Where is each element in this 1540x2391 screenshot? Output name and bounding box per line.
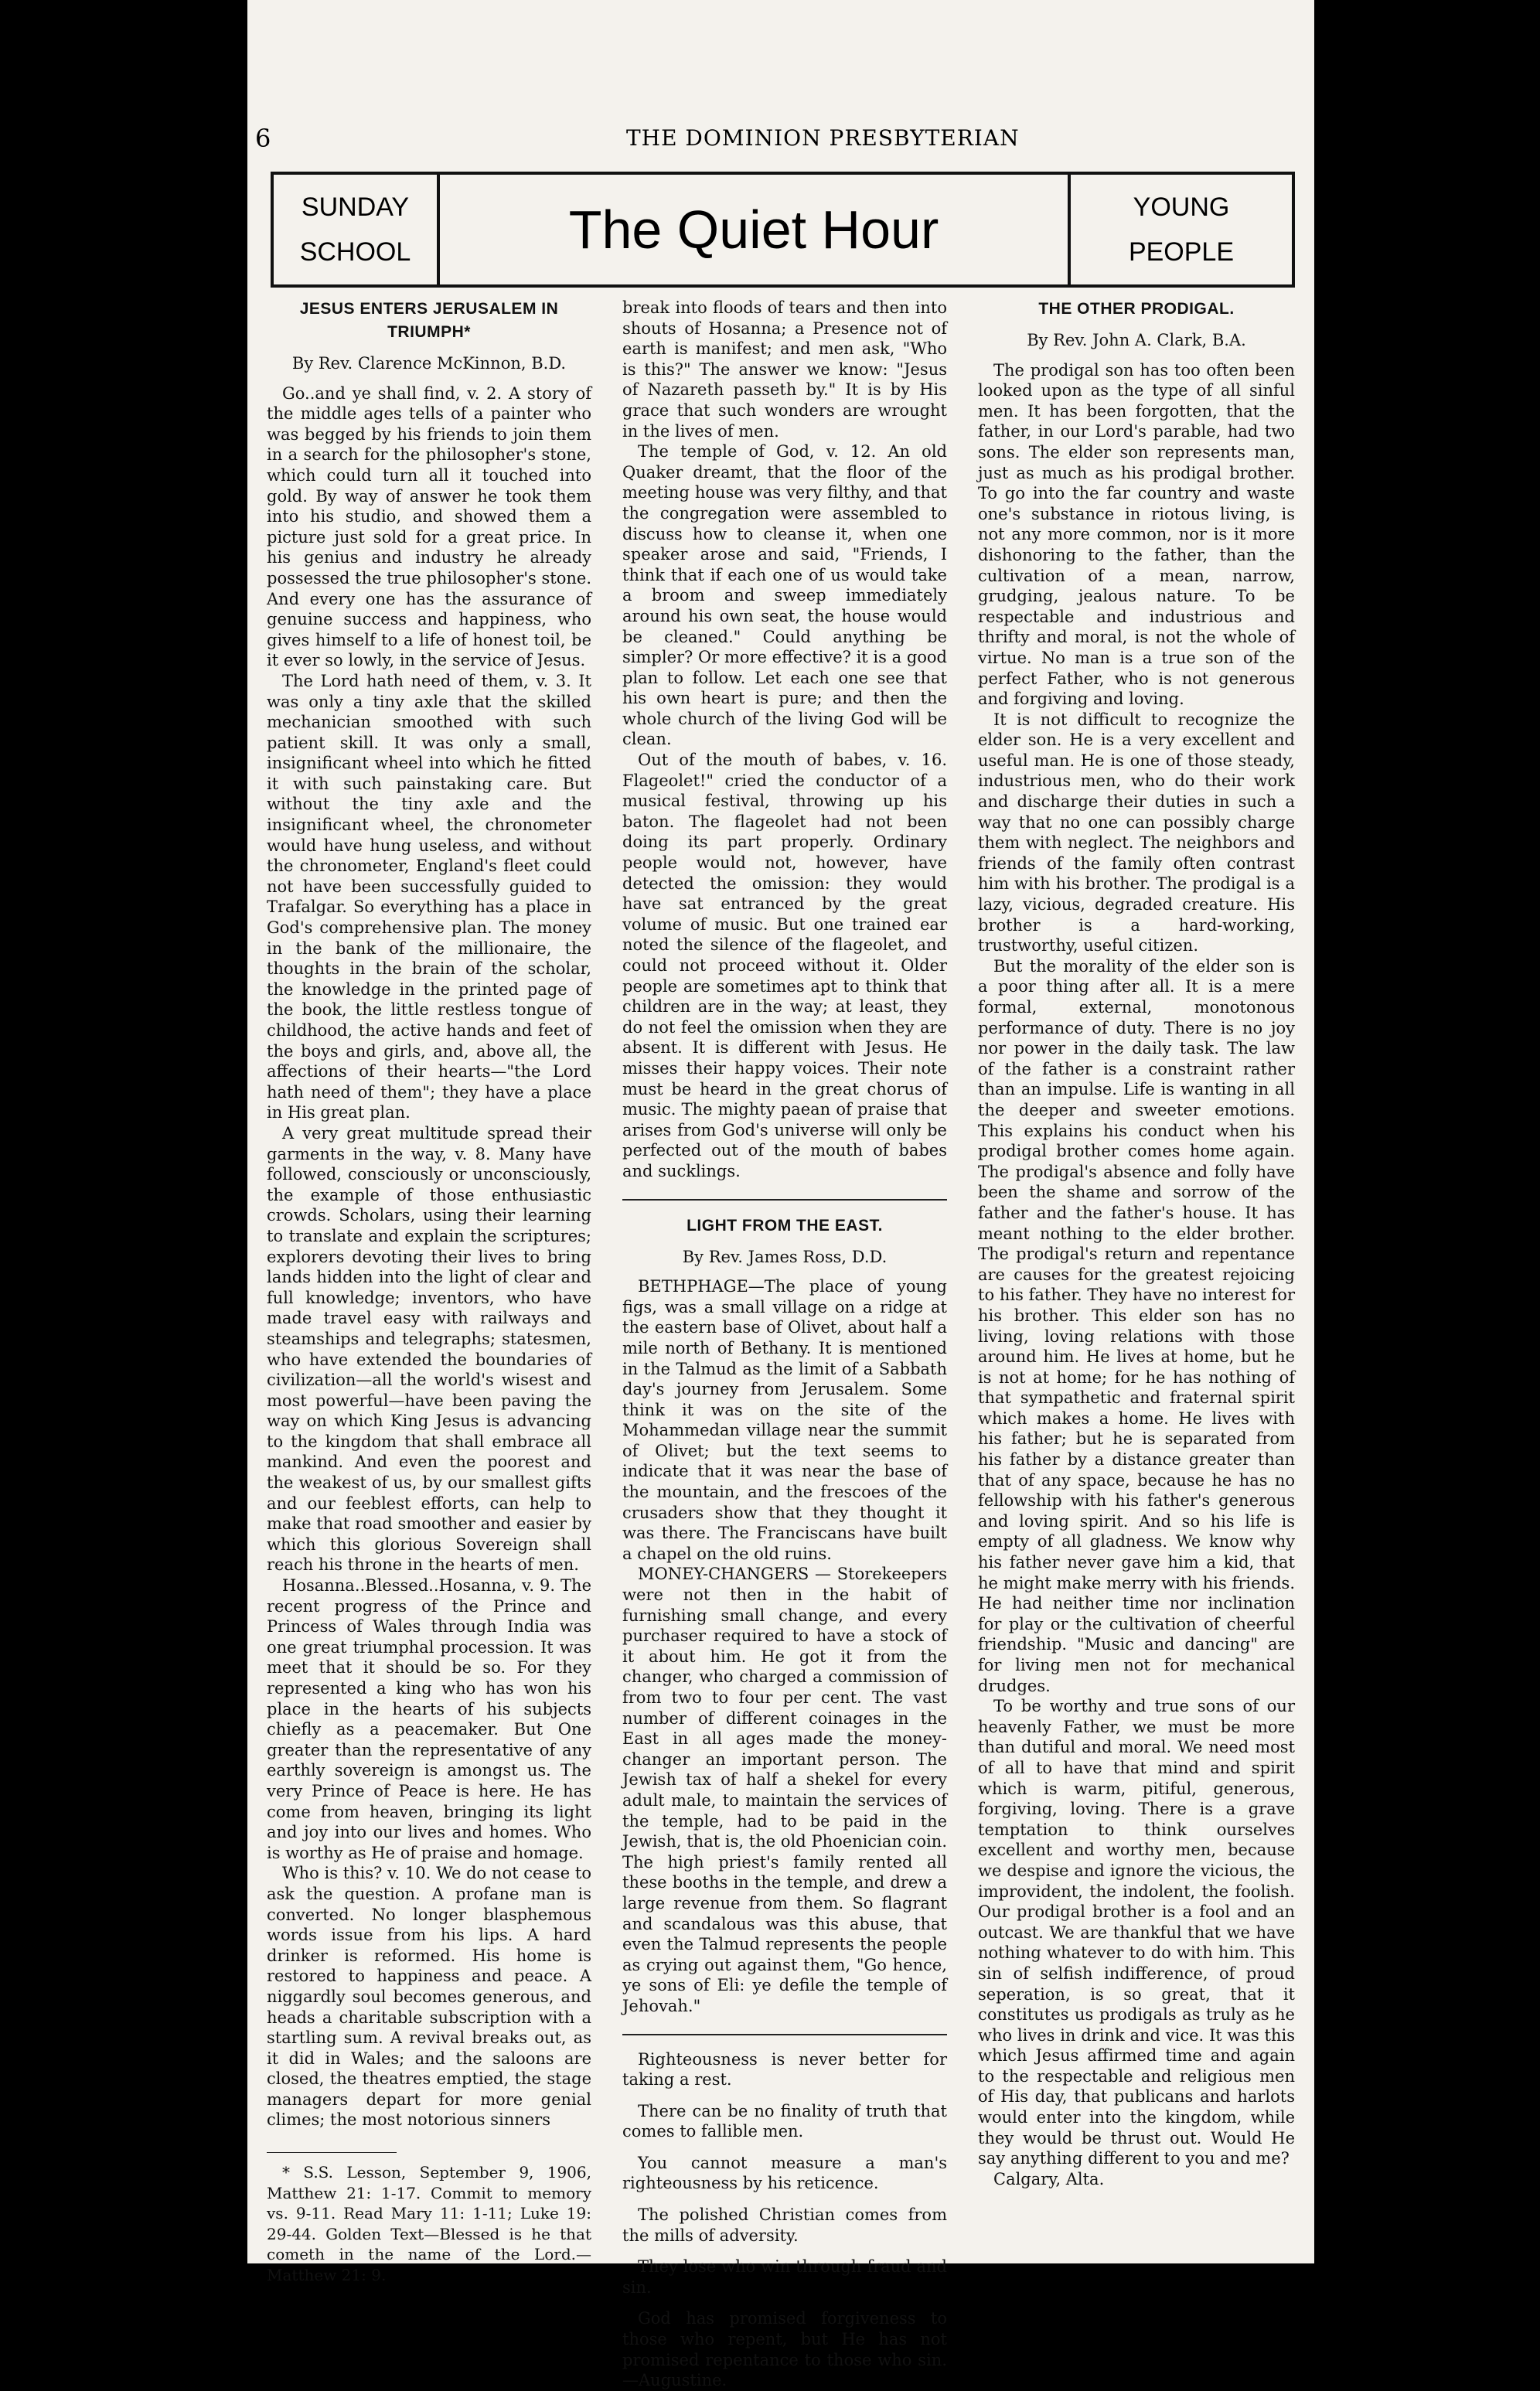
aphorism: The polished Christian comes from the mills of adversity.	[622, 2205, 947, 2245]
paragraph: Hosanna..Blessed..Hosanna, v. 9. The recent progress of the Prince and Princess of Wales through India was one great triumphal procession. It was meet that it should be so. For they represented a king who has won his place in the hearts of his subjects chiefly as a peacemaker. But One greater than the representative of any earthly sovereign is amongst us. The very Prince of Peace is here. He has come from heaven, bringing its light and joy into our lives and homes. Who is worthy as He of praise and homage.	[267, 1576, 591, 1862]
article-title: JESUS ENTERS JERUSALEM IN TRIUMPH*	[299, 300, 559, 341]
article-byline: By Rev. Clarence McKinnon, B.D.	[291, 354, 567, 373]
paragraph: break into floods of tears and then into shouts of Hosanna; a Presence not of earth is manifest; and men ask, "Who is this?" The answer we know: "Jesus of Nazareth passeth by." It is by His grace that such wonders are wrought in the lives of men.	[622, 298, 947, 441]
paragraph: It is not difficult to recognize the elder son. He is a very excellent and useful man. He is one of those steady, industrious men, who do their work and discharge their duties in such a way that no one can possibly charge them with neglect. The neighbors and friends of the family often contrast him with his brother. The prodigal is a lazy, vicious, degraded creature. His brother is a hard-working, trustworthy, useful citizen.	[978, 710, 1295, 955]
paragraph: The temple of God, v. 12. An old Quaker dreamt, that the floor of the meeting house was very filthy, and that the congregation were assembled to discuss how to cleanse it, when one speaker arose and said, "Friends, I think that if each one of us would take a broom and sweep immediately around his own seat, the house would be cleaned." Could anything be simpler? Or more effective? it is a good plan to follow. Let each one see that his own heart is pure; and then the whole church of the living God will be clean.	[622, 442, 947, 749]
paragraph: Who is this? v. 10. We do not cease to ask the question. A profane man is converted. No longer blasphemous words issue from his lips. A hard drinker is reformed. His home is restored to happiness and peace. A niggardly soul becomes generous, and heads a charitable subscription with a startling sum. A revival breaks out, as it did in Wales; and the saloons are closed, the theatres emptied, the stage managers depart for more genial climes; the most notorious sinners	[267, 1864, 591, 2130]
article-title: THE OTHER PRODIGAL.	[1038, 300, 1235, 318]
section-divider	[622, 1199, 947, 1201]
banner-right-line2: PEOPLE	[1128, 237, 1235, 267]
paragraph: To be worthy and true sons of our heavenly Father, we must be more than dutiful and moral. We need most of all to have that mind and spirit which is warm, pitiful, generous, forgiving, loving. There is a grave temptation to think ourselves excellent and worthy men, because we despise and ignore the vicious, the improvident, the indolent, the foolish. Our prodigal brother is a fool and an outcast. We are thankful that we have nothing whatever to do with him. This sin of selfish indifference, of proud seperation, is so great, that it constitutes us prodigals as truly as he who lives in drink and vice. It was this which Jesus affirmed time and again to the respectable and religious men of His day, that publicans and harlots would enter into the kingdom, while they would be thrust out. Would He say anything different to you and me?	[978, 1697, 1295, 2168]
aphorism: You cannot measure a man's righteousness by his reticence.	[622, 2153, 947, 2193]
article-signoff: Calgary, Alta.	[993, 2169, 1105, 2188]
page-number: 6	[255, 124, 271, 153]
article-title: LIGHT FROM THE EAST.	[687, 1216, 883, 1235]
column-1	[267, 298, 591, 2286]
paragraph: The Lord hath need of them, v. 3. It was only a tiny axle that the skilled mechanician smoothed with such patient skill. It was only a small, insignificant wheel into which he fitted it with such painstaking care. But without the tiny axle and the insignificant wheel, the chronometer would have hung useless, and without the chronometer, England's fleet could not have been successfully guided to Trafalgar. So everything has a place in God's comprehensive plan. The money in the bank of the millionaire, the thoughts in the brain of the scholar, the knowledge in the printed page of the book, the little restless tongue of childhood, the active hands and feet of the boys and girls, and, above all, the affections of their hearts—"the Lord hath need of them"; they have a place in His great plan.	[267, 671, 591, 1122]
aphorism: There can be no finality of truth that comes to fallible men.	[622, 2101, 947, 2141]
paragraph: A very great multitude spread their garments in the way, v. 8. Many have followed, consciously or unconsciously, the example of those enthusiastic crowds. Scholars, using their learning to translate and explain the scriptures; explorers devoting their lives to bring lands hidden into the light of clear and full knowledge; inventors, who have made travel easy with railways and steamships and telegraphs; statesmen, who have extended the boundaries of civilization—all the world's wisest and most powerful—have been paving the way on which King Jesus is advancing to the kingdom that shall embrace all mankind. And even the poorest and the weakest of us, by our smallest gifts and our feeblest efforts, can help to make that road smoother and easier by which this glorious Sovereign shall reach his throne in the hearts of men.	[267, 1123, 591, 1575]
column-2	[622, 298, 947, 2391]
banner-left-line2: SCHOOL	[299, 237, 411, 267]
newspaper-page	[247, 0, 1314, 2390]
banner-right-line1: YOUNG	[1133, 192, 1230, 222]
banner-young-people	[1068, 175, 1292, 284]
aphorism: God has promised forgiveness to those who repent, but He has not promised repentance to those who sin.—Augustine.	[622, 2309, 947, 2390]
banner-sunday-school	[274, 175, 440, 284]
column-3	[978, 298, 1295, 2189]
paragraph: Out of the mouth of babes, v. 16. Flageolet!" cried the conductor of a musical festival, throwing up his baton. The flageolet had not been doing its part properly. Ordinary people would not, however, have detected the omission: they would have sat entranced by the great volume of music. But one trained ear noted the silence of the flageolet, and could not proceed without it. Older people are sometimes apt to think that children are in the way; at least, they do not feel the omission when they are absent. It is different with Jesus. He misses their happy voices. Their note must be heard in the great chorus of music. The mighty paean of praise that arises from God's universe will only be perfected out of the mouth of babes and sucklings.	[622, 751, 947, 1180]
section-banner	[271, 172, 1295, 288]
banner-left-line1: SUNDAY	[301, 192, 410, 222]
footnote: * S.S. Lesson, September 9, 1906, Matthew 21: 1-17. Commit to memory vs. 9-11. Read Mary 11: 1-11; Luke 19: 29-44. Golden Text—Blessed is he that cometh in the name of the Lord.—Matthew 21: 9.	[267, 2163, 591, 2285]
paragraph: But the morality of the elder son is a poor thing after all. It is a mere formal, external, monotonous performance of duty. There is no joy nor power in the daily task. The law of the father is a constraint rather than an impulse. Life is wanting in all the deeper and sweeter emotions. This explains his conduct when his prodigal brother comes home again. The prodigal's absence and folly have been the shame and sorrow of the father and the father's house. It has meant nothing to the elder brother. The prodigal's return and repentance are causes for the greatest rejoicing to his father. They have no interest for his brother. This elder son has no living, loving relations with those around him. He lives at home, but he is not at home; for he has nothing of that sympathetic and fraternal spirit which makes a home. He lives with his father; but he is separated from his father by a distance greater than that of any space, because he has no fellowship with his father's generous and loving spirit. And so his life is empty of all gladness. We know why his father never gave him a kid, that he might make merry with his friends. He had neither time nor inclination for play or the cultivation of cheerful friendship. "Music and dancing" are for living men not for mechanical drudges.	[978, 956, 1295, 1695]
section-divider	[622, 2034, 947, 2035]
aphorism: Righteousness is never better for taking a rest.	[622, 2049, 947, 2090]
paragraph: Go..and ye shall find, v. 2. A story of the middle ages tells of a painter who was begged by his friends to join them in a search for the philosopher's stone, which could turn all it touched into gold. By way of answer he took them into his studio, and showed them a picture just sold for a great price. In his genius and industry he already possessed the true philosopher's stone. And every one has the assurance of genuine success and happiness, who gives himself to a life of honest toil, be it ever so lowly, in the service of Jesus.	[267, 383, 591, 670]
aphorism: They lose who win through fraud and sin.	[622, 2257, 947, 2297]
publication-header: THE DOMINION PRESBYTERIAN	[626, 125, 1020, 151]
footnote-divider	[267, 2152, 397, 2153]
paragraph: MONEY-CHANGERS — Storekeepers were not then in the habit of furnishing small change, and every purchaser required to have a stock of it about him. He got it from the changer, who charged a commission of from two to four per cent. The vast number of different coinages in the East in all ages made the money-changer an important person. The Jewish tax of half a shekel for every adult male, to maintain the services of the temple, had to be paid in the Jewish, that is, the old Phoenician coin. The high priest's family rented all these booths in the temple, and drew a large revenue from them. So flagrant and scandalous was this abuse, that even the Talmud represents the people as crying out against them, "Go hence, ye sons of Eli: ye defile the temple of Jehovah."	[622, 1565, 947, 2015]
article-byline: By Rev. John A. Clark, B.A.	[1027, 331, 1246, 349]
banner-title: The Quiet Hour	[568, 199, 939, 260]
article-byline: By Rev. James Ross, D.D.	[682, 1247, 888, 1266]
paragraph: BETHPHAGE—The place of young figs, was a small village on a ridge at the eastern base of Olivet, about half a mile north of Bethany. It is mentioned in the Talmud as the limit of a Sabbath day's journey from Jerusalem. Some think it was on the site of the Mohammedan village near the summit of Olivet; but the text seems to indicate that it was near the base of the mountain, and the frescoes of the crusaders show that they thought it was there. The Franciscans have built a chapel on the old ruins.	[622, 1277, 947, 1563]
paragraph: The prodigal son has too often been looked upon as the type of all sinful men. It has been forgotten, that the father, in our Lord's parable, had two sons. The elder son represents man, just as much as his prodigal brother. To go into the far country and waste one's substance in riotous living, is not any more common, nor is it more dishonoring to the father, than the cultivation of a mean, narrow, grudging, jealous nature. To be respectable and industrious and thrifty and moral, is not the whole of virtue. No man is a true son of the perfect Father, who is not generous and forgiving and loving.	[978, 360, 1295, 709]
